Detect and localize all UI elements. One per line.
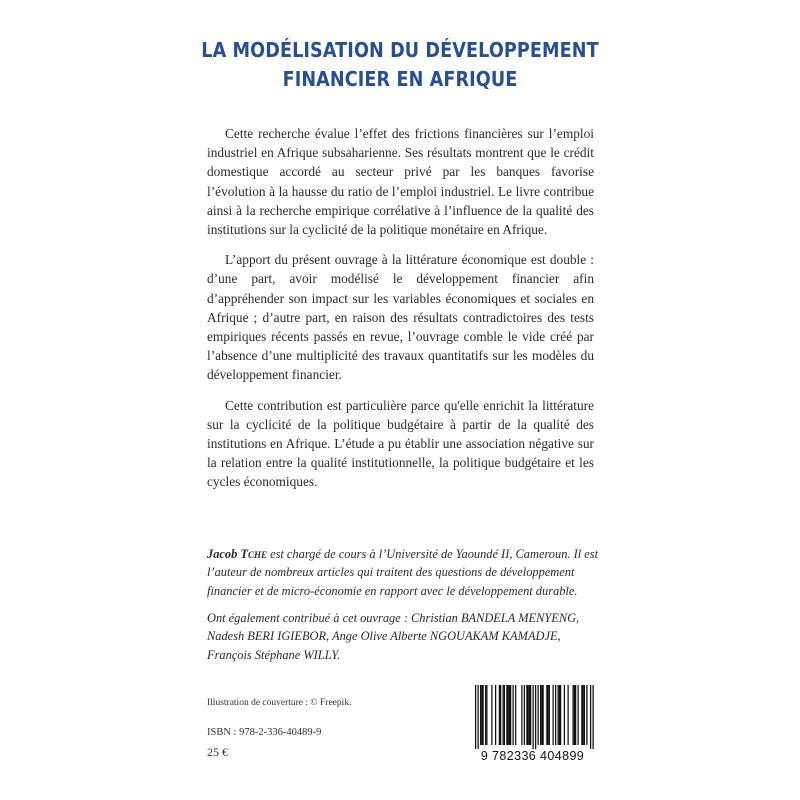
barcode-bar — [583, 685, 584, 745]
summary-paragraph-2: L’apport du présent ouvrage à la littérature économique est double : d’une part, avoir modélisé le développement financier afin d’appréhender son impact sur les variables économiques et sociales en Afrique ; d’autre part, en raison des résultats contradictoires des tests empiriques récents passés en revue, l’ouvrage comble le vide créé par l’absence d’une multiplicité des travaux quantitatifs sur les modèles du développement financier. — [207, 252, 594, 383]
barcode-bar — [475, 685, 476, 749]
barcode-bar — [573, 685, 574, 745]
author-bio — [207, 545, 602, 600]
barcode-bar — [495, 685, 496, 745]
barcode-bar — [529, 685, 530, 745]
barcode-bar — [510, 685, 511, 745]
barcode-bar — [533, 685, 534, 749]
barcode-bars — [469, 683, 596, 749]
barcode-bar — [541, 685, 542, 745]
barcode-bar — [568, 685, 569, 745]
barcode-bar — [559, 685, 560, 745]
barcode-bar — [546, 685, 547, 745]
author-last-name: Tche — [240, 547, 267, 561]
barcode-bar — [486, 685, 487, 745]
barcode-bar — [499, 685, 500, 745]
barcode-bar — [543, 685, 544, 745]
barcode-bar — [480, 685, 481, 745]
barcode-bar — [593, 685, 594, 749]
barcode-bar — [506, 685, 507, 745]
author-first-name: Jacob — [207, 547, 238, 561]
barcode-bar — [553, 685, 554, 745]
barcode-bar — [504, 685, 505, 745]
barcode-bar — [481, 685, 482, 745]
price: 25 € — [207, 745, 228, 759]
barcode-bar — [509, 685, 510, 745]
isbn: ISBN : 978-2-336-40489-9 — [207, 727, 322, 738]
barcode-bar — [538, 685, 539, 745]
barcode-bar — [548, 685, 549, 745]
barcode-bar — [555, 685, 556, 745]
barcode-bar — [503, 685, 504, 745]
barcode-bar — [584, 685, 585, 745]
barcode-bar — [574, 685, 575, 745]
barcode-bar — [508, 685, 509, 745]
barcode-bar — [540, 685, 541, 745]
barcode-bar — [530, 685, 531, 745]
barcode-bar — [483, 685, 484, 745]
barcode-bar — [564, 685, 565, 745]
barcode-digits: 9 782336 404899 — [480, 749, 585, 763]
author-bio-text: est chargé de cours à l’Université de Yaoundé II, Cameroun. Il est l’auteur de nombreux articles qui traitent des questions de développement financier et de micro-économie en rapport avec le développement durable. — [207, 547, 599, 598]
contributors-note: Ont également contribué à cet ouvrage : Christian BANDELA MENYENG, Nadesh BERI IGIEBOR, Ange Olive Alberte NGOUAKAM KAMADJE, François Stéphane WILLY. — [207, 611, 580, 662]
barcode-bar — [515, 685, 516, 745]
barcode-bar — [558, 685, 559, 745]
barcode-bar — [535, 685, 536, 749]
barcode-bar — [549, 685, 550, 745]
barcode-bar — [578, 685, 579, 745]
barcode-bar — [521, 685, 522, 745]
barcode-bar — [513, 685, 514, 745]
author-name — [207, 547, 267, 561]
book-title — [185, 36, 615, 94]
barcode-bar — [526, 685, 527, 745]
barcode-bar — [560, 685, 561, 745]
barcode-bar — [575, 685, 576, 745]
summary-paragraph-3: Cette contribution est particulière parce qu'elle enrichit la littérature sur la cyclicité de la politique budgétaire à partir de la qualité des institutions en Afrique. L’étude a pu établir une association négative sur la relation entre la qualité institutionnelle, la politique budgétaire et les cycles économiques. — [207, 397, 594, 490]
summary-paragraph-1: Cette recherche évalue l’effet des frictions financières sur l’emploi industriel en Afrique subsaharienne. Ses résultats montrent que le crédit domestique accordé au secteur privé par les banques favorise l’évolution à la hausse du ratio de l’emploi industriel. Le livre contribue ainsi à la recherche empirique corrélative à l’influence de la qualité des institutions sur la cyclicité de la politique monétaire en Afrique. — [207, 126, 594, 238]
cover-credit: Illustration de couverture : © Freepik. — [207, 698, 352, 708]
barcode-bar — [478, 685, 479, 749]
book-title-line-1: LA MODÉLISATION DU DÉVELOPPEMENT — [201, 38, 599, 62]
barcode-bar — [500, 685, 501, 745]
barcode-bar — [528, 685, 529, 745]
barcode — [469, 683, 596, 767]
barcode-bar — [524, 685, 525, 745]
book-title-line-2: FINANCIER EN AFRIQUE — [282, 67, 518, 91]
barcode-bar — [586, 685, 587, 745]
barcode-bar — [590, 685, 591, 749]
barcode-bar — [491, 685, 492, 745]
barcode-bar — [485, 685, 486, 745]
summary-text — [207, 124, 594, 503]
barcode-bar — [581, 685, 582, 745]
